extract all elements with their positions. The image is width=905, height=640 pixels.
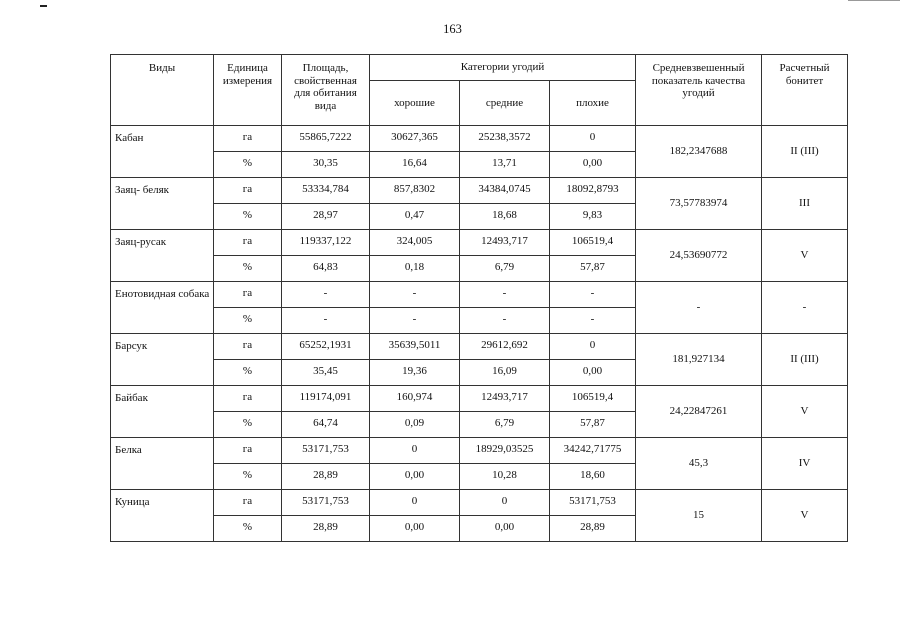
- area-cell: 64,83: [282, 256, 370, 282]
- header-species: Виды: [111, 55, 214, 126]
- area-cell: 30,35: [282, 152, 370, 178]
- weighted-average-cell: 182,2347688: [636, 126, 762, 178]
- medium-cell: 29612,692: [460, 334, 550, 360]
- good-cell: 160,974: [370, 386, 460, 412]
- species-name: Байбак: [111, 386, 214, 438]
- table-row: [111, 178, 848, 204]
- good-cell: 0,00: [370, 516, 460, 542]
- poor-cell: 0: [550, 126, 636, 152]
- poor-cell: -: [550, 308, 636, 334]
- area-cell: 64,74: [282, 412, 370, 438]
- good-cell: 324,005: [370, 230, 460, 256]
- page-number: 163: [443, 22, 462, 36]
- header-categories: Категории угодий: [370, 55, 636, 81]
- unit-cell: %: [214, 516, 282, 542]
- weighted-average-cell: 73,57783974: [636, 178, 762, 230]
- medium-cell: 18929,03525: [460, 438, 550, 464]
- table-row: [111, 334, 848, 360]
- header-bonitet: Расчетный бонитет: [762, 55, 848, 126]
- unit-cell: га: [214, 282, 282, 308]
- area-cell: 55865,7222: [282, 126, 370, 152]
- species-name: Белка: [111, 438, 214, 490]
- area-cell: 35,45: [282, 360, 370, 386]
- weighted-average-cell: 24,22847261: [636, 386, 762, 438]
- poor-cell: 9,83: [550, 204, 636, 230]
- good-cell: 0: [370, 490, 460, 516]
- scan-mark-top-right: [848, 0, 900, 1]
- poor-cell: 57,87: [550, 412, 636, 438]
- header-row: [111, 55, 848, 81]
- medium-cell: 12493,717: [460, 230, 550, 256]
- area-cell: 53334,784: [282, 178, 370, 204]
- weighted-average-cell: 181,927134: [636, 334, 762, 386]
- medium-cell: 25238,3572: [460, 126, 550, 152]
- medium-cell: 0,00: [460, 516, 550, 542]
- poor-cell: 0,00: [550, 152, 636, 178]
- table-row: [111, 230, 848, 256]
- area-cell: 119337,122: [282, 230, 370, 256]
- medium-cell: 0: [460, 490, 550, 516]
- table-row: [111, 490, 848, 516]
- unit-cell: %: [214, 256, 282, 282]
- species-name: Кабан: [111, 126, 214, 178]
- area-cell: 65252,1931: [282, 334, 370, 360]
- good-cell: 857,8302: [370, 178, 460, 204]
- poor-cell: 106519,4: [550, 386, 636, 412]
- header-area: Площадь, свойственная для обитания вида: [282, 55, 370, 126]
- medium-cell: 16,09: [460, 360, 550, 386]
- medium-cell: 6,79: [460, 412, 550, 438]
- unit-cell: га: [214, 126, 282, 152]
- medium-cell: 10,28: [460, 464, 550, 490]
- good-cell: -: [370, 282, 460, 308]
- medium-cell: 18,68: [460, 204, 550, 230]
- poor-cell: -: [550, 282, 636, 308]
- area-cell: 28,89: [282, 464, 370, 490]
- bonitet-cell: V: [762, 386, 848, 438]
- good-cell: -: [370, 308, 460, 334]
- good-cell: 30627,365: [370, 126, 460, 152]
- medium-cell: 13,71: [460, 152, 550, 178]
- poor-cell: 53171,753: [550, 490, 636, 516]
- poor-cell: 57,87: [550, 256, 636, 282]
- unit-cell: %: [214, 204, 282, 230]
- area-cell: 53171,753: [282, 438, 370, 464]
- species-habitat-table: [110, 54, 848, 542]
- good-cell: 0,47: [370, 204, 460, 230]
- poor-cell: 28,89: [550, 516, 636, 542]
- poor-cell: 34242,71775: [550, 438, 636, 464]
- bonitet-cell: II (III): [762, 334, 848, 386]
- unit-cell: %: [214, 152, 282, 178]
- bonitet-cell: III: [762, 178, 848, 230]
- unit-cell: га: [214, 230, 282, 256]
- weighted-average-cell: 24,53690772: [636, 230, 762, 282]
- table-row: [111, 126, 848, 152]
- good-cell: 16,64: [370, 152, 460, 178]
- area-cell: 53171,753: [282, 490, 370, 516]
- unit-cell: %: [214, 360, 282, 386]
- species-name: Енотовидная собака: [111, 282, 214, 334]
- header-good: хорошие: [370, 81, 460, 126]
- area-cell: 28,89: [282, 516, 370, 542]
- medium-cell: -: [460, 308, 550, 334]
- unit-cell: га: [214, 386, 282, 412]
- poor-cell: 106519,4: [550, 230, 636, 256]
- bonitet-cell: II (III): [762, 126, 848, 178]
- bonitet-cell: V: [762, 490, 848, 542]
- unit-cell: %: [214, 412, 282, 438]
- species-name: Заяц- беляк: [111, 178, 214, 230]
- weighted-average-cell: 15: [636, 490, 762, 542]
- good-cell: 19,36: [370, 360, 460, 386]
- medium-cell: -: [460, 282, 550, 308]
- header-poor: плохие: [550, 81, 636, 126]
- unit-cell: га: [214, 438, 282, 464]
- area-cell: -: [282, 308, 370, 334]
- poor-cell: 18,60: [550, 464, 636, 490]
- unit-cell: %: [214, 308, 282, 334]
- bonitet-cell: -: [762, 282, 848, 334]
- weighted-average-cell: 45,3: [636, 438, 762, 490]
- weighted-average-cell: -: [636, 282, 762, 334]
- table-row: [111, 386, 848, 412]
- bonitet-cell: IV: [762, 438, 848, 490]
- unit-cell: га: [214, 178, 282, 204]
- good-cell: 0: [370, 438, 460, 464]
- good-cell: 35639,5011: [370, 334, 460, 360]
- bonitet-cell: V: [762, 230, 848, 282]
- species-name: Куница: [111, 490, 214, 542]
- area-cell: -: [282, 282, 370, 308]
- area-cell: 28,97: [282, 204, 370, 230]
- area-cell: 119174,091: [282, 386, 370, 412]
- good-cell: 0,18: [370, 256, 460, 282]
- unit-cell: га: [214, 490, 282, 516]
- header-unit: Единица измерения: [214, 55, 282, 126]
- scan-mark-top-left: [40, 5, 47, 7]
- header-weighted-average: Средневзвешенный показатель качества угодий: [636, 55, 762, 126]
- medium-cell: 34384,0745: [460, 178, 550, 204]
- header-medium: средние: [460, 81, 550, 126]
- medium-cell: 6,79: [460, 256, 550, 282]
- poor-cell: 0,00: [550, 360, 636, 386]
- medium-cell: 12493,717: [460, 386, 550, 412]
- table-row: [111, 438, 848, 464]
- poor-cell: 18092,8793: [550, 178, 636, 204]
- species-name: Барсук: [111, 334, 214, 386]
- unit-cell: %: [214, 464, 282, 490]
- unit-cell: га: [214, 334, 282, 360]
- table-body: [111, 126, 848, 542]
- species-name: Заяц-русак: [111, 230, 214, 282]
- poor-cell: 0: [550, 334, 636, 360]
- good-cell: 0,00: [370, 464, 460, 490]
- good-cell: 0,09: [370, 412, 460, 438]
- table-row: [111, 282, 848, 308]
